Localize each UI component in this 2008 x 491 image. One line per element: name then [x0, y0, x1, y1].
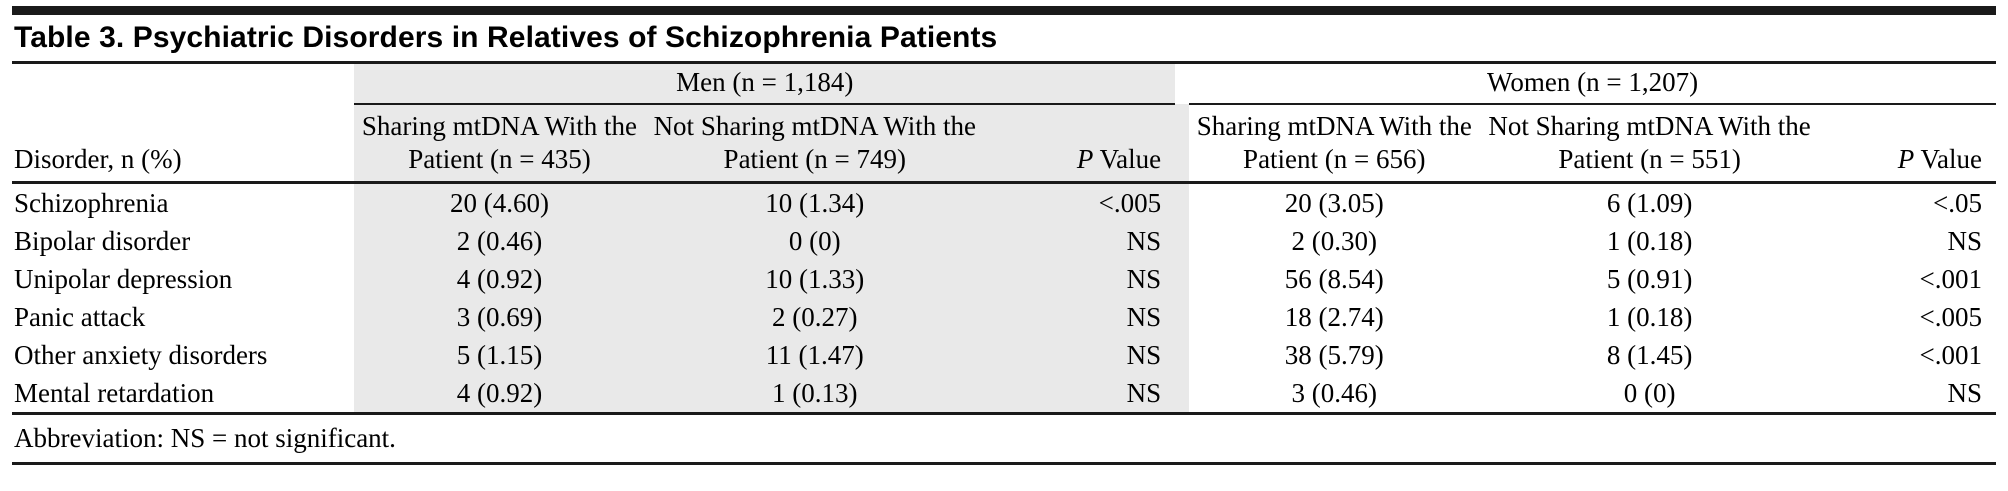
body-bottom-rule [12, 412, 1996, 462]
table-title: Table 3. Psychiatric Disorders in Relatives of Schizophrenia Patients [14, 21, 998, 54]
column-header-men-p-value: P Value [985, 104, 1175, 181]
data-table [12, 64, 1996, 412]
cell-women-not-sharing: 1 (0.18) [1606, 226, 1693, 256]
cell-women-sharing: 2 (0.30) [1291, 226, 1378, 256]
group-header-gap [1175, 64, 1189, 104]
group-header-women: Women (n = 1,207) [1189, 64, 1996, 104]
column-header-row [12, 104, 1996, 181]
group-header-row [12, 64, 1996, 104]
cell-women-not-sharing: 0 (0) [1623, 378, 1676, 408]
cell-gap [1175, 222, 1189, 260]
cell-men-p-value: NS [985, 260, 1175, 298]
table-row [12, 298, 1996, 336]
table-row [12, 183, 1996, 223]
cell-women-sharing: 20 (3.05) [1284, 188, 1384, 218]
table-row [12, 222, 1996, 260]
cell-gap [1175, 336, 1189, 374]
cell-gap [1175, 260, 1189, 298]
cell-disorder: Mental retardation [14, 378, 215, 408]
table-row [12, 336, 1996, 374]
cell-men-p-value: NS [985, 298, 1175, 336]
cell-disorder: Schizophrenia [14, 188, 169, 218]
cell-men-sharing: 2 (0.46) [354, 222, 644, 260]
cell-gap [1175, 298, 1189, 336]
cell-women-p-value: <.001 [1919, 264, 1982, 294]
cell-men-sharing: 4 (0.92) [354, 260, 644, 298]
table-row [12, 374, 1996, 412]
cell-women-p-value: <.05 [1933, 188, 1982, 218]
table-head [12, 64, 1996, 183]
cell-men-sharing: 5 (1.15) [354, 336, 644, 374]
table-body [12, 183, 1996, 413]
cell-men-not-sharing: 1 (0.13) [645, 374, 985, 412]
column-header-men-not-sharing: Not Sharing mtDNA With the Patient (n = 749) [645, 104, 985, 181]
cell-men-p-value: NS [985, 336, 1175, 374]
cell-women-p-value: <.005 [1919, 302, 1982, 332]
cell-men-not-sharing: 10 (1.33) [645, 260, 985, 298]
cell-men-not-sharing: 2 (0.27) [645, 298, 985, 336]
cell-disorder: Unipolar depression [14, 264, 233, 294]
cell-men-not-sharing: 10 (1.34) [645, 183, 985, 223]
cell-men-sharing: 20 (4.60) [354, 183, 644, 223]
group-header-spacer [12, 64, 354, 104]
cell-women-p-value: <.001 [1919, 340, 1982, 370]
cell-men-p-value: NS [985, 222, 1175, 260]
cell-women-not-sharing: 6 (1.09) [1606, 188, 1693, 218]
cell-women-sharing: 38 (5.79) [1284, 340, 1384, 370]
cell-men-sharing: 4 (0.92) [354, 374, 644, 412]
footer-rule [12, 462, 1996, 465]
cell-women-p-value: NS [1947, 378, 1982, 408]
table-footnote: Abbreviation: NS = not significant. [14, 423, 396, 453]
column-header-women-not-sharing: Not Sharing mtDNA With the Patient (n = 551) [1488, 111, 1811, 174]
column-header-men-sharing: Sharing mtDNA With the Patient (n = 435) [354, 104, 644, 181]
cell-gap [1175, 183, 1189, 223]
cell-women-sharing: 56 (8.54) [1284, 264, 1384, 294]
cell-women-sharing: 3 (0.46) [1291, 378, 1378, 408]
cell-men-p-value: <.005 [985, 183, 1175, 223]
cell-disorder: Other anxiety disorders [14, 340, 268, 370]
cell-disorder: Bipolar disorder [14, 226, 191, 256]
top-border-rule [12, 6, 1996, 15]
cell-women-not-sharing: 8 (1.45) [1606, 340, 1693, 370]
column-header-gap [1175, 104, 1189, 181]
column-header-disorder: Disorder, n (%) [14, 144, 182, 174]
cell-men-sharing: 3 (0.69) [354, 298, 644, 336]
group-header-men: Men (n = 1,184) [354, 64, 1175, 104]
column-header-women-p-value: P Value [1897, 144, 1982, 174]
cell-gap [1175, 374, 1189, 412]
cell-women-sharing: 18 (2.74) [1284, 302, 1384, 332]
cell-disorder: Panic attack [14, 302, 146, 332]
table-row [12, 260, 1996, 298]
cell-men-not-sharing: 0 (0) [645, 222, 985, 260]
cell-women-p-value: NS [1947, 226, 1982, 256]
cell-women-not-sharing: 1 (0.18) [1606, 302, 1693, 332]
column-header-women-sharing: Sharing mtDNA With the Patient (n = 656) [1196, 111, 1472, 174]
cell-men-not-sharing: 11 (1.47) [645, 336, 985, 374]
cell-men-p-value: NS [985, 374, 1175, 412]
table-figure [0, 6, 2008, 491]
cell-women-not-sharing: 5 (0.91) [1606, 264, 1693, 294]
